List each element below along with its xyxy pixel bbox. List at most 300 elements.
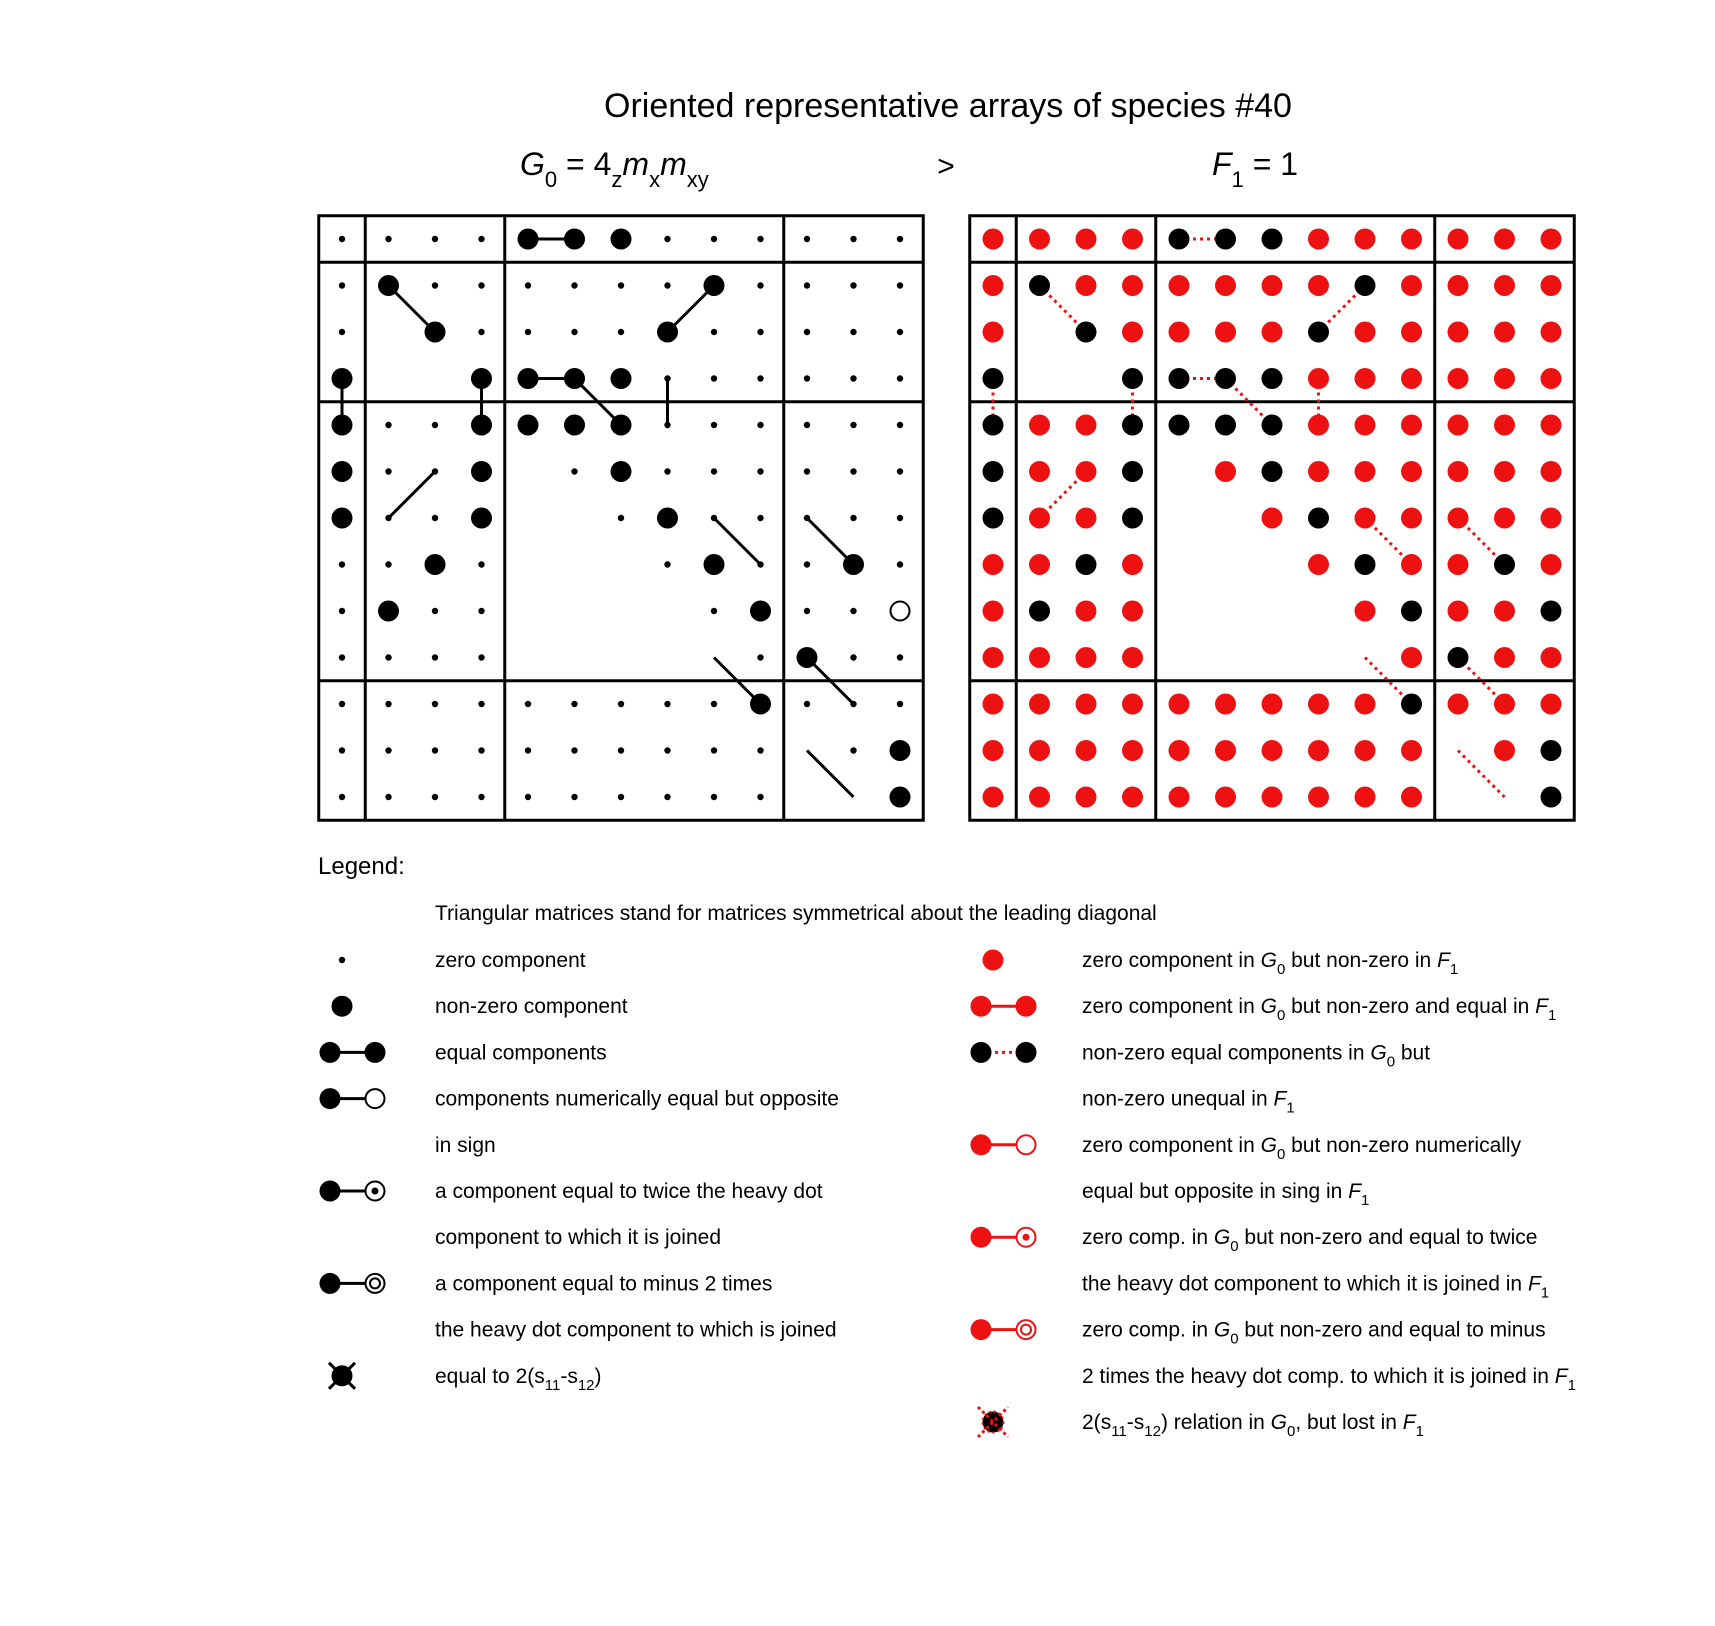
- new-nonzero-component: [983, 322, 1004, 343]
- new-nonzero-component: [1448, 461, 1469, 482]
- nonzero-component: [750, 601, 771, 622]
- zero-component: [850, 608, 856, 614]
- right-matrix-heading: [1212, 146, 1298, 192]
- legend-item: [329, 1363, 602, 1394]
- new-nonzero-component: [1401, 275, 1422, 296]
- zero-component: [757, 747, 763, 753]
- legend-item-text: equal components: [435, 1041, 607, 1065]
- zero-component: [339, 747, 345, 753]
- nonzero-component: [750, 694, 771, 715]
- new-nonzero-component: [1448, 694, 1469, 715]
- new-nonzero-component: [1401, 508, 1422, 529]
- zero-component: [897, 422, 903, 428]
- lost-relation-icon: [978, 1407, 1008, 1437]
- legend-item-text: zero component in $G_0$ but non-zero numerically: [1082, 1133, 1522, 1163]
- nonzero-component: [471, 461, 492, 482]
- g0-matrix: [319, 216, 924, 821]
- zero-component: [432, 468, 438, 474]
- heading-g-m1: m: [622, 146, 650, 182]
- legend-item-text: non-zero component: [435, 995, 628, 1019]
- new-nonzero-component: [1355, 508, 1376, 529]
- zero-component: [385, 794, 391, 800]
- zero-component: [804, 561, 810, 567]
- zero-component: [664, 794, 670, 800]
- new-nonzero-component: [1029, 415, 1050, 436]
- new-nonzero-component: [1541, 461, 1562, 482]
- new-nonzero-component: [1494, 229, 1515, 250]
- new-nonzero-component: [1122, 229, 1143, 250]
- zero-component: [432, 747, 438, 753]
- legend-item: [339, 949, 586, 972]
- new-nonzero-component: [1494, 368, 1515, 389]
- opposite-link-icon: [320, 1088, 385, 1109]
- nonzero-component: [1494, 554, 1515, 575]
- nonzero-component: [1215, 415, 1236, 436]
- zero-component: [664, 468, 670, 474]
- nonzero-component: [1122, 415, 1143, 436]
- new-nonzero-component: [1541, 694, 1562, 715]
- new-nonzero-component: [983, 554, 1004, 575]
- legend-item: [320, 1041, 607, 1064]
- nonzero-component: [983, 508, 1004, 529]
- equal-link: [389, 472, 436, 519]
- new-nonzero-component: [1355, 322, 1376, 343]
- new-nonzero-component: [1401, 461, 1422, 482]
- new-nonzero-component: [1215, 461, 1236, 482]
- new-nonzero-component: [983, 787, 1004, 808]
- red-minus-two-link-icon: [971, 1319, 1036, 1340]
- legend-left-column: [320, 949, 839, 1394]
- legend-note: Triangular matrices stand for matrices symmetrical about the leading diagonal: [435, 902, 1157, 925]
- nonzero-component: [471, 508, 492, 529]
- zero-component: [757, 282, 763, 288]
- zero-component: [618, 794, 624, 800]
- nonzero-component: [1029, 275, 1050, 296]
- nonzero-component: [1541, 740, 1562, 761]
- new-nonzero-component: [1355, 461, 1376, 482]
- new-nonzero-component: [1355, 601, 1376, 622]
- left-matrix-heading: [520, 146, 709, 192]
- new-nonzero-component: [1448, 322, 1469, 343]
- new-nonzero-component: [1541, 647, 1562, 668]
- new-nonzero-component: [1541, 554, 1562, 575]
- zero-component: [385, 701, 391, 707]
- new-nonzero-component: [1541, 415, 1562, 436]
- new-nonzero-component: [983, 229, 1004, 250]
- new-nonzero-component: [1029, 461, 1050, 482]
- zero-component: [432, 701, 438, 707]
- nonzero-component: [564, 368, 585, 389]
- legend-item-text: equal to $2(s_{11}-s_{12})$: [435, 1364, 602, 1394]
- zero-component: [850, 468, 856, 474]
- legend-item-text: equal but opposite in sing in $F_1$: [1082, 1180, 1370, 1209]
- zero-component: [804, 329, 810, 335]
- zero-component: [618, 701, 624, 707]
- zero-component: [850, 282, 856, 288]
- new-nonzero-component: [1541, 275, 1562, 296]
- nonzero-component: [1076, 322, 1097, 343]
- zero-component: [385, 468, 391, 474]
- zero-component: [804, 422, 810, 428]
- new-nonzero-component: [1076, 647, 1097, 668]
- zero-component: [850, 375, 856, 381]
- zero-component: [339, 561, 345, 567]
- new-nonzero-component: [1262, 275, 1283, 296]
- nonzero-component: [890, 787, 911, 808]
- zero-component: [711, 422, 717, 428]
- zero-component: [757, 468, 763, 474]
- new-nonzero-component: [1029, 740, 1050, 761]
- new-nonzero-component: [1401, 229, 1422, 250]
- new-nonzero-component: [1355, 368, 1376, 389]
- new-nonzero-component: [1169, 275, 1190, 296]
- nonzero-component: [332, 368, 353, 389]
- new-nonzero-component: [1355, 694, 1376, 715]
- zero-component: [757, 329, 763, 335]
- nonzero-component: [1308, 322, 1329, 343]
- zero-component: [711, 468, 717, 474]
- crossed-dot-icon: [329, 1363, 355, 1389]
- zero-component: [711, 329, 717, 335]
- new-nonzero-component: [1215, 694, 1236, 715]
- zero-component: [618, 747, 624, 753]
- new-nonzero-component: [1308, 694, 1329, 715]
- nonzero-component: [611, 368, 632, 389]
- zero-component: [711, 747, 717, 753]
- zero-component: [711, 608, 717, 614]
- nonzero-component: [1541, 787, 1562, 808]
- zero-component: [432, 282, 438, 288]
- nonzero-component: [983, 368, 1004, 389]
- zero-component: [757, 236, 763, 242]
- red-dot-icon: [983, 950, 1004, 971]
- nonzero-component: [1541, 601, 1562, 622]
- zero-component: [664, 561, 670, 567]
- nonzero-component: [843, 554, 864, 575]
- legend-item-text: zero component: [435, 949, 586, 972]
- legend-item-text: zero comp. in $G_0$ but non-zero and equal to minus: [1082, 1318, 1546, 1348]
- zero-component: [897, 282, 903, 288]
- zero-component: [339, 329, 345, 335]
- zero-component: [432, 515, 438, 521]
- legend-item: [971, 1226, 1550, 1301]
- zero-component: [618, 329, 624, 335]
- zero-component: [525, 701, 531, 707]
- new-nonzero-component: [1076, 415, 1097, 436]
- legend-item: [320, 1272, 837, 1341]
- zero-component: [850, 422, 856, 428]
- new-nonzero-component: [1169, 322, 1190, 343]
- new-nonzero-component: [1448, 415, 1469, 436]
- new-nonzero-component: [1122, 647, 1143, 668]
- heavy-dot-icon: [332, 996, 353, 1017]
- zero-component: [711, 375, 717, 381]
- nonzero-component: [471, 415, 492, 436]
- heading-g-sub-xy: xy: [686, 167, 709, 192]
- new-nonzero-component: [1355, 787, 1376, 808]
- new-nonzero-component: [1401, 787, 1422, 808]
- zero-component: [850, 701, 856, 707]
- new-nonzero-component: [1169, 694, 1190, 715]
- zero-component: [897, 515, 903, 521]
- new-nonzero-component: [1448, 554, 1469, 575]
- new-nonzero-component: [1541, 508, 1562, 529]
- zero-component: [664, 747, 670, 753]
- legend-item-text: 2 times the heavy dot comp. to which it is joined in $F_1$: [1082, 1364, 1576, 1394]
- nonzero-component: [1401, 694, 1422, 715]
- new-nonzero-component: [1122, 275, 1143, 296]
- zero-component: [432, 794, 438, 800]
- nonzero-component: [1401, 601, 1422, 622]
- zero-component: [664, 236, 670, 242]
- new-nonzero-component: [1076, 508, 1097, 529]
- zero-component: [478, 701, 484, 707]
- legend-item-text: a component equal to twice the heavy dot: [435, 1180, 823, 1203]
- zero-component: [478, 236, 484, 242]
- nonzero-component: [332, 415, 353, 436]
- nonzero-component: [378, 275, 399, 296]
- nonzero-component: [983, 461, 1004, 482]
- nonzero-component: [1215, 229, 1236, 250]
- new-nonzero-component: [1262, 787, 1283, 808]
- new-nonzero-component: [1448, 601, 1469, 622]
- zero-component: [618, 515, 624, 521]
- new-nonzero-component: [1541, 322, 1562, 343]
- new-nonzero-component: [1262, 322, 1283, 343]
- zero-component: [804, 701, 810, 707]
- heading-g-sub-x: x: [649, 167, 661, 192]
- zero-component: [897, 329, 903, 335]
- nonzero-component: [1169, 229, 1190, 250]
- new-nonzero-component: [1494, 601, 1515, 622]
- new-nonzero-component: [1076, 601, 1097, 622]
- new-nonzero-component: [1076, 229, 1097, 250]
- zero-component: [385, 422, 391, 428]
- zero-component: [757, 561, 763, 567]
- legend-item-text: the heavy dot component to which it is joined in $F_1$: [1082, 1272, 1550, 1302]
- new-nonzero-component: [1076, 461, 1097, 482]
- zero-component: [571, 794, 577, 800]
- nonzero-component: [1122, 368, 1143, 389]
- legend-item: [971, 1134, 1522, 1209]
- zero-component: [804, 375, 810, 381]
- new-nonzero-component: [1262, 508, 1283, 529]
- new-nonzero-component: [1029, 508, 1050, 529]
- heading-g-m2: m: [660, 146, 687, 182]
- zero-component: [525, 282, 531, 288]
- nonzero-component: [564, 229, 585, 250]
- nonzero-component: [611, 461, 632, 482]
- zero-component: [525, 794, 531, 800]
- new-nonzero-component: [1122, 740, 1143, 761]
- zero-component: [385, 515, 391, 521]
- zero-component: [804, 608, 810, 614]
- zero-component: [385, 236, 391, 242]
- zero-component: [432, 654, 438, 660]
- legend-item: [983, 949, 1459, 978]
- zero-component: [525, 329, 531, 335]
- zero-component: [757, 654, 763, 660]
- zero-component: [571, 282, 577, 288]
- zero-component: [850, 654, 856, 660]
- zero-component: [757, 515, 763, 521]
- new-nonzero-component: [1215, 787, 1236, 808]
- new-nonzero-component: [1355, 740, 1376, 761]
- zero-component: [711, 794, 717, 800]
- nonzero-component: [797, 647, 818, 668]
- zero-component: [757, 794, 763, 800]
- nonzero-component: [1262, 229, 1283, 250]
- new-nonzero-component: [1215, 322, 1236, 343]
- zero-component: [757, 422, 763, 428]
- legend-item: [320, 1088, 839, 1157]
- nonzero-component: [1029, 601, 1050, 622]
- zero-component: [897, 561, 903, 567]
- legend-heading: Legend:: [318, 853, 405, 880]
- nonzero-component: [564, 415, 585, 436]
- zero-component: [571, 468, 577, 474]
- nonzero-component: [704, 554, 725, 575]
- new-nonzero-component: [1215, 275, 1236, 296]
- legend-item-text: zero component in $G_0$ but non-zero in $F_1$: [1082, 949, 1459, 978]
- zero-component: [850, 515, 856, 521]
- nonzero-component: [471, 368, 492, 389]
- zero-component: [478, 329, 484, 335]
- legend-item-text: in sign: [435, 1133, 496, 1157]
- zero-component: [711, 236, 717, 242]
- nonzero-component: [518, 229, 539, 250]
- new-nonzero-component: [1494, 415, 1515, 436]
- zero-component: [571, 329, 577, 335]
- new-nonzero-component: [1076, 275, 1097, 296]
- heading-g-eq: = 4: [557, 146, 612, 182]
- zero-component: [618, 282, 624, 288]
- heading-f-symbol: F: [1212, 146, 1232, 182]
- new-nonzero-component: [1169, 787, 1190, 808]
- opposite-sign-component: [891, 602, 910, 621]
- new-nonzero-component: [1494, 322, 1515, 343]
- legend-item: [971, 1319, 1576, 1394]
- twice-link-icon: [320, 1181, 385, 1202]
- new-nonzero-component: [983, 647, 1004, 668]
- nonzero-component: [332, 508, 353, 529]
- zero-component: [897, 701, 903, 707]
- nonzero-component: [983, 415, 1004, 436]
- zero-component: [432, 608, 438, 614]
- new-nonzero-component: [1448, 508, 1469, 529]
- zero-component: [571, 747, 577, 753]
- new-nonzero-component: [983, 740, 1004, 761]
- nonzero-component: [1076, 554, 1097, 575]
- zero-component: [339, 794, 345, 800]
- heading-f-eq: = 1: [1243, 146, 1299, 182]
- zero-component: [850, 329, 856, 335]
- new-nonzero-component: [1494, 740, 1515, 761]
- zero-component: [478, 608, 484, 614]
- nonzero-component: [704, 275, 725, 296]
- zero-component: [804, 282, 810, 288]
- red-opposite-link-icon: [971, 1134, 1036, 1155]
- new-nonzero-component: [1494, 461, 1515, 482]
- zero-component: [711, 515, 717, 521]
- new-nonzero-component: [1308, 415, 1329, 436]
- heading-g-sub-z: z: [611, 167, 623, 192]
- zero-component: [664, 422, 670, 428]
- nonzero-component: [1262, 415, 1283, 436]
- zero-component: [757, 375, 763, 381]
- new-nonzero-component: [1076, 694, 1097, 715]
- zero-component: [478, 654, 484, 660]
- small-dot-icon: [339, 957, 345, 963]
- new-nonzero-component: [1401, 554, 1422, 575]
- new-nonzero-component: [1401, 322, 1422, 343]
- zero-component: [432, 236, 438, 242]
- new-nonzero-component: [983, 601, 1004, 622]
- new-nonzero-component: [1076, 787, 1097, 808]
- new-nonzero-component: [1308, 229, 1329, 250]
- new-nonzero-component: [1029, 787, 1050, 808]
- new-nonzero-component: [1494, 275, 1515, 296]
- zero-component: [664, 375, 670, 381]
- new-nonzero-component: [1308, 740, 1329, 761]
- new-nonzero-component: [1029, 647, 1050, 668]
- new-nonzero-component: [1448, 229, 1469, 250]
- equal-link-icon: [320, 1042, 386, 1063]
- new-nonzero-component: [1448, 275, 1469, 296]
- dotted-red-link-icon: [971, 1042, 1037, 1063]
- new-nonzero-component: [1308, 787, 1329, 808]
- new-nonzero-component: [1262, 740, 1283, 761]
- nonzero-component: [1122, 508, 1143, 529]
- zero-component: [850, 747, 856, 753]
- legend-item: [978, 1407, 1424, 1440]
- new-nonzero-component: [1308, 554, 1329, 575]
- f1-matrix: [970, 216, 1575, 821]
- nonzero-component: [1215, 368, 1236, 389]
- zero-component: [339, 236, 345, 242]
- zero-component: [478, 747, 484, 753]
- new-nonzero-component: [1355, 415, 1376, 436]
- new-nonzero-component: [1494, 647, 1515, 668]
- legend-item: [971, 1041, 1431, 1116]
- legend-item: [320, 1180, 823, 1249]
- zero-component: [804, 515, 810, 521]
- nonzero-component: [1308, 508, 1329, 529]
- new-nonzero-component: [1401, 368, 1422, 389]
- zero-component: [339, 701, 345, 707]
- zero-component: [385, 654, 391, 660]
- new-nonzero-component: [1076, 740, 1097, 761]
- comparator-sign: >: [937, 150, 955, 183]
- legend-item-text: a component equal to minus 2 times: [435, 1272, 773, 1296]
- zero-component: [478, 282, 484, 288]
- zero-component: [385, 561, 391, 567]
- zero-component: [339, 654, 345, 660]
- zero-component: [850, 236, 856, 242]
- new-nonzero-component: [1122, 554, 1143, 575]
- nonzero-component: [657, 322, 678, 343]
- zero-component: [571, 701, 577, 707]
- legend-right-column: [971, 949, 1576, 1440]
- new-nonzero-component: [1401, 647, 1422, 668]
- zero-component: [897, 236, 903, 242]
- new-nonzero-component: [1169, 740, 1190, 761]
- nonzero-component: [518, 415, 539, 436]
- legend-item-text: non-zero equal components in $G_0$ but: [1082, 1041, 1431, 1071]
- equal-link: [807, 751, 854, 798]
- nonzero-component: [518, 368, 539, 389]
- new-nonzero-component: [1122, 694, 1143, 715]
